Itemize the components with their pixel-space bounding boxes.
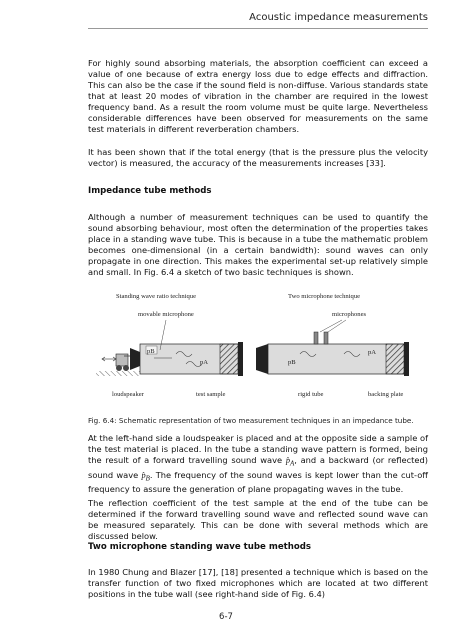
backward-wave-symbol: $p̂_B$ — [141, 470, 150, 483]
right-setup — [256, 320, 409, 376]
paragraph-absorption: For highly sound absorbing materials, the absorption coefficient can exceed a value of one because of extra energy loss due to edge effects and diffraction. This can also be the case if the sound field is non-diffuse. Various standards state that at least 20 modes of vibration in the chamber are required in the lowest frequency band. As a result the room volume must be quite large. Nevertheless considerable differences have been observed for measurements on the same test materials in different reverberation chambers. — [88, 58, 428, 134]
heading-two-microphone-methods: Two microphone standing wave tube methods — [88, 542, 312, 552]
label-microphones: microphones — [332, 311, 367, 318]
label-movable-microphone: movable microphone — [138, 311, 194, 318]
test-sample-left — [220, 344, 238, 374]
label-backing-plate: backing plate — [368, 391, 404, 398]
figure-caption: Fig. 6.4: Schematic representation of two measurement techniques in an impedance tube. — [88, 416, 414, 425]
left-setup — [96, 320, 243, 376]
backing-plate-right — [404, 342, 409, 376]
carriage-wheel — [116, 365, 122, 371]
wave-label-pA-left: pA — [200, 359, 209, 366]
label-loudspeaker: loudspeaker — [112, 391, 144, 398]
figure-title-standing-wave-ratio: Standing wave ratio technique — [116, 293, 197, 300]
paragraph-text-part2: , and a backward (or reflected) sound wave — [88, 455, 428, 480]
backing-plate-left — [238, 342, 243, 376]
forward-wave-symbol: $p̂_A$ — [285, 456, 295, 468]
microphone-1-icon — [314, 332, 318, 344]
microphone-2-icon — [324, 332, 328, 344]
ground — [96, 371, 142, 376]
paragraph-standing-wave-tube: Although a number of measurement techniques can be used to quantify the sound absorbing behaviour, most often the determination of the properties takes place in a standing wave tube. This is because in a tube the mathematic problem becomes one-dimensional (in a certain bandwidth): sound waves can only propagate in one direction. This makes the experimental set-up relatively simple and small. In Fig. 6.4 a sketch of two basic techniques is shown. — [88, 212, 428, 277]
figure-title-two-microphone: Two microphone technique — [288, 293, 361, 300]
running-header: Acoustic impedance measurements — [249, 12, 428, 23]
wave-label-pB-right: pB — [288, 359, 296, 366]
figure-6-4 — [88, 292, 428, 404]
paragraph-reflection-coefficient: The reflection coefficient of the test sample at the end of the tube can be determined if the forward travelling sound wave and reflected sound wave can be measured separately. This can be done with several methods which are discussed below. — [88, 498, 428, 541]
wave-label-pA-right: pA — [368, 349, 377, 356]
label-rigid-tube: rigid tube — [298, 391, 324, 398]
paragraph-text-part3: . The frequency of the sound waves is kept lower than the cut-off frequency to assure the generation of plane propagating waves in the tube. — [88, 469, 428, 495]
figure-6-4-drawing — [88, 292, 428, 404]
test-sample-right — [386, 344, 404, 374]
paragraph-total-energy: It has been shown that if the total energy (that is the pressure plus the velocity vector) is measured, the accuracy of the measurements increases [33]. — [88, 147, 428, 168]
paragraph-chung-blazer: In 1980 Chung and Blazer [17], [18] presented a technique which is based on the transfer function of two fixed microphones which are located at two different positions in the tube wall (see right-hand side of Fig. 6.4) — [88, 567, 428, 599]
heading-impedance-tube-methods: Impedance tube methods — [88, 186, 212, 196]
label-test-sample: test sample — [196, 391, 226, 398]
loudspeaker-icon — [130, 348, 140, 370]
loudspeaker-icon-right — [256, 344, 268, 374]
paragraph-loudspeaker-setup — [88, 433, 428, 495]
header-rule — [88, 28, 428, 29]
carriage-wheel — [123, 365, 129, 371]
page-number: 6-7 — [219, 612, 233, 622]
wave-label-pB-left: pB — [147, 348, 155, 355]
paragraph-text-part1: At the left-hand side a loudspeaker is placed and at the opposite side a sample of the test material is placed. In the tube a standing wave pattern is formed, being the result of a forward travelling sound wave — [88, 433, 428, 465]
